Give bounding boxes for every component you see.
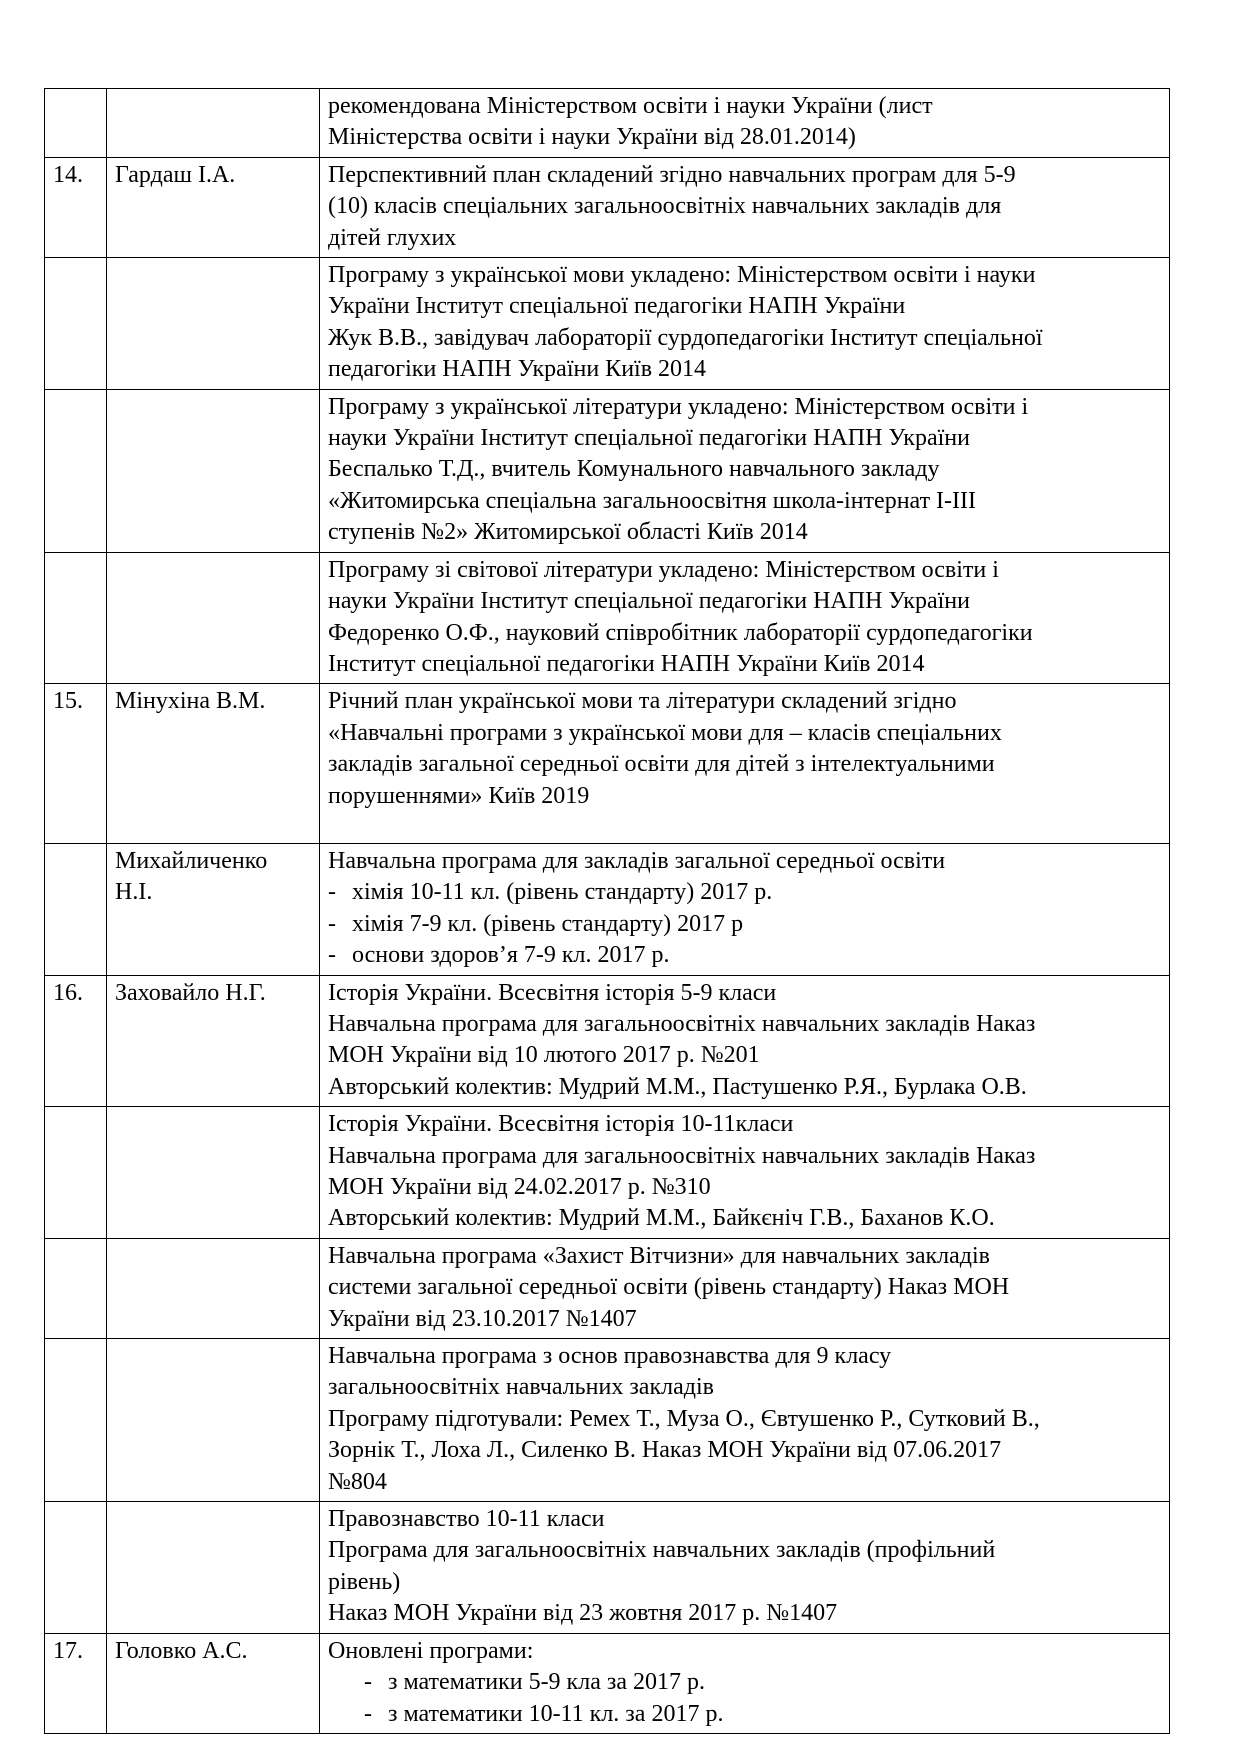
row-number-cell xyxy=(45,89,107,158)
description-line: загальноосвітніх навчальних закладів xyxy=(328,1374,714,1401)
program-description-cell xyxy=(320,1633,1170,1733)
table-row xyxy=(45,1238,1170,1338)
dash-bullet-icon: - xyxy=(364,1700,372,1727)
program-description-cell xyxy=(320,1107,1170,1239)
program-description-cell xyxy=(320,975,1170,1107)
row-number-cell xyxy=(45,258,107,390)
description-line: рівень) xyxy=(328,1568,401,1595)
teacher-name-cell: Заховайло Н.Г. xyxy=(107,975,320,1107)
row-number-cell xyxy=(45,389,107,552)
row-number-cell xyxy=(45,1238,107,1338)
program-description-cell xyxy=(320,389,1170,552)
table-body xyxy=(45,89,1170,1734)
description-line: Програму зі світової літератури укладено: Міністерством освіти і xyxy=(328,556,999,583)
program-description-cell xyxy=(320,1502,1170,1634)
description-line: Оновлені програми: xyxy=(328,1637,534,1664)
program-description-cell xyxy=(320,1238,1170,1338)
description-line: Історія України. Всесвітня історія 5-9 класи xyxy=(328,979,777,1006)
description-line: ступенів №2» Житомирської області Київ 2014 xyxy=(328,519,808,546)
list-item xyxy=(328,877,1161,908)
teacher-name-cell xyxy=(107,89,320,158)
program-description-cell xyxy=(320,843,1170,975)
description-line: МОН України від 10 лютого 2017 р. №201 xyxy=(328,1042,760,1069)
table-row xyxy=(45,552,1170,684)
teacher-name-cell xyxy=(107,552,320,684)
table-row xyxy=(45,157,1170,257)
program-description-cell xyxy=(320,552,1170,684)
row-number-cell: 17. xyxy=(45,1633,107,1733)
description-line: Наказ МОН України від 23 жовтня 2017 р. №1407 xyxy=(328,1600,838,1627)
dash-bullet-icon: - xyxy=(328,910,336,937)
description-line: Перспективний план складений згідно навчальних програм для 5-9 xyxy=(328,161,1016,188)
program-list xyxy=(328,1667,1161,1730)
table-row xyxy=(45,1502,1170,1634)
description-line: Програму з української мови укладено: Міністерством освіти і науки xyxy=(328,262,1036,289)
description-line: Програма для загальноосвітніх навчальних закладів (профільний xyxy=(328,1537,996,1564)
description-line: Жук В.В., завідувач лабораторії сурдопедагогіки Інститут спеціальної xyxy=(328,324,1043,351)
row-number-cell xyxy=(45,1339,107,1502)
description-line: дітей глухих xyxy=(328,224,457,251)
teacher-name-cell: Мінухіна В.М. xyxy=(107,684,320,844)
list-item xyxy=(364,1699,1161,1730)
description-line: рекомендована Міністерством освіти і науки України (лист xyxy=(328,93,933,119)
program-description-cell xyxy=(320,684,1170,844)
row-number-cell xyxy=(45,1502,107,1634)
row-number-cell: 16. xyxy=(45,975,107,1107)
list-item-text: основи здоров’я 7-9 кл. 2017 р. xyxy=(352,942,670,969)
description-line: «Житомирська спеціальна загальноосвітня школа-інтернат I-III xyxy=(328,487,977,514)
teacher-name-cell xyxy=(107,258,320,390)
table-row xyxy=(45,1107,1170,1239)
teacher-name-cell xyxy=(107,1238,320,1338)
dash-bullet-icon: - xyxy=(328,879,336,906)
description-line: Навчальна програма для закладів загальної середньої освіти xyxy=(328,847,946,874)
description-line: Інститут спеціальної педагогіки НАПН України Київ 2014 xyxy=(328,650,925,677)
table-row xyxy=(45,89,1170,158)
teacher-name-cell: Гардаш І.А. xyxy=(107,157,320,257)
teacher-name-cell: Головко А.С. xyxy=(107,1633,320,1733)
description-line: Навчальна програма для загальноосвітніх навчальних закладів Наказ xyxy=(328,1142,1036,1169)
description-line: Міністерства освіти і науки України від 28.01.2014) xyxy=(328,124,856,151)
dash-bullet-icon: - xyxy=(328,942,336,969)
table-row xyxy=(45,843,1170,975)
program-description-cell xyxy=(320,1339,1170,1502)
row-number-cell xyxy=(45,1107,107,1239)
description-line: Програму підготували: Ремех Т., Муза О., Євтушенко Р., Сутковий В., xyxy=(328,1405,1040,1432)
program-description-cell xyxy=(320,157,1170,257)
teacher-name-cell xyxy=(107,1502,320,1634)
teacher-name-cell xyxy=(107,1339,320,1502)
description-line: педагогіки НАПН України Київ 2014 xyxy=(328,356,707,383)
document-page xyxy=(44,88,1169,1734)
blank-space xyxy=(328,812,1161,840)
list-item-text: з математики 10-11 кл. за 2017 р. xyxy=(388,1700,724,1727)
description-line: №804 xyxy=(328,1468,387,1495)
description-line: Авторський колектив: Мудрий М.М., Пастушенко Р.Я., Бурлака О.В. xyxy=(328,1073,1027,1100)
teacher-name-cell xyxy=(107,843,320,975)
description-line: МОН України від 24.02.2017 р. №310 xyxy=(328,1174,711,1200)
description-line: Авторський колектив: Мудрий М.М., Байкєніч Г.В., Баханов К.О. xyxy=(328,1205,995,1232)
description-line: науки України Інститут спеціальної педагогіки НАПН України xyxy=(328,425,970,452)
description-line: Навчальна програма «Захист Вітчизни» для навчальних закладів xyxy=(328,1242,990,1269)
description-line: «Навчальні програми з української мови для – класів спеціальних xyxy=(328,719,1002,746)
table-row xyxy=(45,1633,1170,1733)
description-line: науки України Інститут спеціальної педагогіки НАПН України xyxy=(328,588,970,615)
description-line: закладів загальної середньої освіти для дітей з інтелектуальними xyxy=(328,751,995,778)
description-line: Річний план української мови та літератури складений згідно xyxy=(328,688,957,715)
description-line: Програму з української літератури укладено: Міністерством освіти і xyxy=(328,393,1029,420)
list-item-text: хімія 10-11 кл. (рівень стандарту) 2017 р. xyxy=(352,879,773,906)
program-description-cell xyxy=(320,89,1170,158)
teacher-name-line: Михайличенко xyxy=(115,847,268,874)
description-line: порушеннями» Київ 2019 xyxy=(328,782,590,809)
table-row xyxy=(45,975,1170,1107)
row-number-cell: 15. xyxy=(45,684,107,844)
description-line: Зорнік Т., Лоха Л., Силенко В. Наказ МОН України від 07.06.2017 xyxy=(328,1437,1002,1464)
list-item-text: хімія 7-9 кл. (рівень стандарту) 2017 р xyxy=(352,910,744,937)
row-number-cell xyxy=(45,552,107,684)
description-line: Навчальна програма для загальноосвітніх навчальних закладів Наказ xyxy=(328,1010,1036,1037)
table-row xyxy=(45,258,1170,390)
teacher-name-line: Н.І. xyxy=(115,879,153,906)
row-number-cell xyxy=(45,843,107,975)
program-description-cell xyxy=(320,258,1170,390)
program-list xyxy=(328,877,1161,971)
table-row xyxy=(45,684,1170,844)
table-row xyxy=(45,389,1170,552)
table-row xyxy=(45,1339,1170,1502)
list-item xyxy=(364,1667,1161,1698)
description-line: системи загальної середньої освіти (рівень стандарту) Наказ МОН xyxy=(328,1274,1010,1301)
teacher-name-cell xyxy=(107,1107,320,1239)
row-number-cell: 14. xyxy=(45,157,107,257)
description-line: Історія України. Всесвітня історія 10-11класи xyxy=(328,1111,794,1138)
teacher-name-cell xyxy=(107,389,320,552)
description-line: (10) класів спеціальних загальноосвітніх навчальних закладів для xyxy=(328,193,1002,220)
description-line: Федоренко О.Ф., науковий співробітник лабораторії сурдопедагогіки xyxy=(328,619,1033,646)
dash-bullet-icon: - xyxy=(364,1669,372,1696)
programs-table xyxy=(44,88,1170,1734)
description-line: України Інститут спеціальної педагогіки НАПН України xyxy=(328,293,906,320)
description-line: Навчальна програма з основ правознавства для 9 класу xyxy=(328,1343,892,1370)
list-item-text: з математики 5-9 кла за 2017 р. xyxy=(388,1669,705,1696)
list-item xyxy=(328,940,1161,971)
description-line: Правознавство 10-11 класи xyxy=(328,1506,605,1533)
description-line: Беспалько Т.Д., вчитель Комунального навчального закладу xyxy=(328,456,940,483)
description-line: України від 23.10.2017 №1407 xyxy=(328,1305,637,1332)
list-item xyxy=(328,909,1161,940)
